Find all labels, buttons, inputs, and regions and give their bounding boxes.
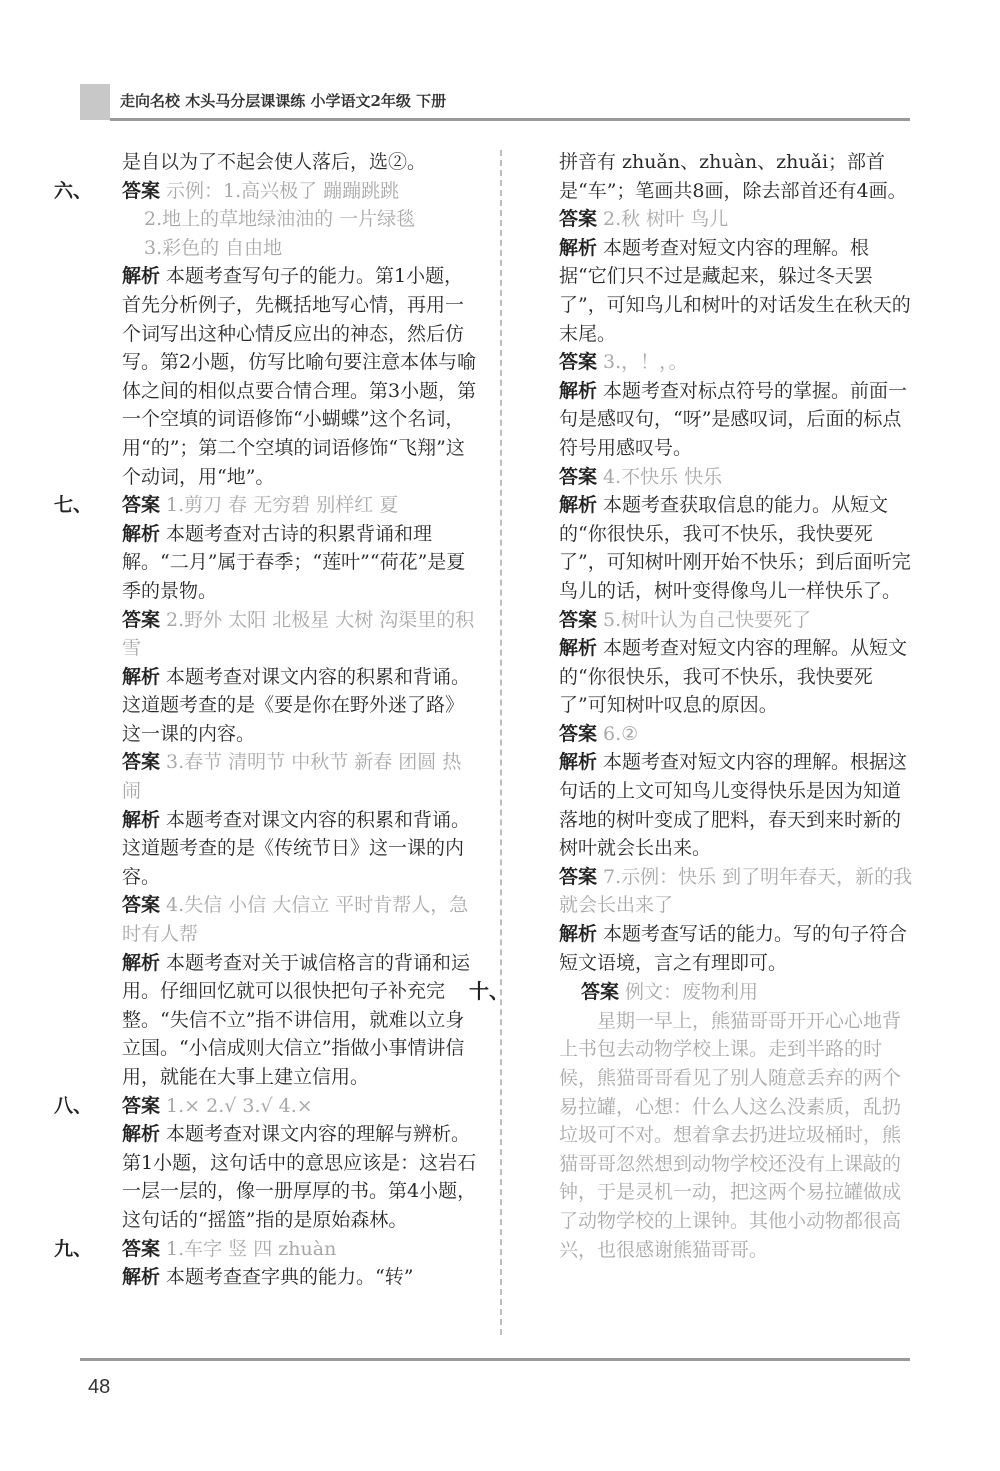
answer-label: 答案: [559, 608, 598, 631]
explanation-entry: [525, 491, 915, 605]
explanation-entry: [525, 634, 915, 720]
explanation-label: 解析: [122, 265, 161, 288]
answer-entry: [88, 748, 480, 805]
header-gray-block: [80, 84, 110, 120]
section-number: 八、: [54, 1094, 93, 1117]
answer-label: 答案: [559, 465, 598, 488]
answer-text: 4.不快乐 快乐: [603, 465, 723, 488]
answer-label: 答案: [122, 179, 161, 202]
explanation-label: 解析: [122, 951, 161, 974]
explanation-text: 本题考查对关于诚信格言的背诵和运用。仔细回忆就可以很快把句子补充完整。“失信不立”指不讲信用，就难以立身立国。“小信成则大信立”指做小事情讲信用，就能在大事上建立信用。: [122, 951, 471, 1088]
explanation-text: 本题考查对古诗的积累背诵和理解。“二月”属于春季；“莲叶”“荷花”是夏季的景物。: [122, 522, 466, 602]
continuation-text: 是自以为了不起会使人落后，选②。: [122, 151, 427, 173]
explanation-label: 解析: [559, 379, 598, 402]
left-column: [54, 148, 480, 1292]
answer-text: 例文：废物利用: [625, 981, 759, 1004]
answer-text: 1.车字 竖 四 zhuàn: [166, 1237, 337, 1260]
explanation-entry: [88, 262, 480, 491]
explanation-label: 解析: [122, 522, 161, 545]
explanation-text: 本题考查写句子的能力。第1小题，首先分析例子，先概括地写心情，再用一个词写出这种心情反应出的神态，然后仿写。第2小题，仿写比喻句要注意本体与喻体之间的相似点要合情合理。第3小题，第一个空填的词语修饰“小蝴蝶”这个名词，用“的”；第二个空填的词语修饰“飞翔”这个动词，用“地”。: [122, 265, 477, 488]
footer-rule: [80, 1358, 910, 1361]
explanation-entry: [88, 949, 480, 1092]
answer-label: 答案: [559, 722, 598, 745]
answer-subline: 2.地上的草地绿油油的 一片绿毯: [144, 208, 416, 231]
answer-text: 2.秋 树叶 鸟儿: [603, 208, 729, 231]
page-header: [80, 84, 910, 122]
answer-entry: [525, 720, 915, 749]
explanation-text: 本题考查对短文内容的理解。根据“它们只不过是藏起来，躲过冬天罢了”，可知鸟儿和树叶的对话发生在秋天的末尾。: [559, 236, 911, 345]
explanation-entry: [525, 377, 915, 463]
explanation-label: 解析: [122, 665, 161, 688]
answer-label: 答案: [122, 1094, 161, 1117]
explanation-entry: [88, 520, 480, 606]
explanation-entry: [525, 920, 915, 977]
explanation-text: 本题考查对短文内容的理解。从短文的“你很快乐，我可不快乐，我快要死了”可知树叶叹息的原因。: [559, 637, 908, 717]
answer-text: 3.春节 清明节 中秋节 新春 团圆 热闹: [122, 751, 462, 803]
answer-entry: [525, 348, 915, 377]
answer-text: 7.示例：快乐 到了明年春天，新的我就会长出来了: [559, 865, 913, 917]
answer-label: 答案: [122, 751, 161, 774]
answer-label: 答案: [122, 608, 161, 631]
answer-entry: [525, 463, 915, 492]
explanation-text: 本题考查对课文内容的理解与辨析。第1小题，这句话中的意思应该是：这岩石一层一层的，像一册厚厚的书。第4小题，这句话的“摇篮”指的是原始森林。: [122, 1123, 477, 1231]
explanation-entry: [88, 663, 480, 749]
explanation-text: 本题考查对短文内容的理解。根据这句话的上文可知鸟儿变得快乐是因为知道落地的树叶变成了肥料，春天到来时新的树叶就会长出来。: [559, 751, 908, 860]
explanation-label: 解析: [122, 1123, 161, 1146]
explanation-label: 解析: [122, 1266, 161, 1289]
answer-text: 3.，！，。: [603, 351, 688, 374]
answer-entry: [54, 1235, 480, 1264]
explanation-entry: [88, 1120, 480, 1234]
answer-label: 答案: [559, 351, 598, 374]
explanation-label: 解析: [559, 637, 598, 660]
explanation-entry: [525, 748, 915, 862]
answer-entry: [54, 177, 480, 206]
answer-label: 答案: [122, 894, 161, 917]
explanation-entry: [88, 806, 480, 892]
explanation-text: 本题考查对标点符号的掌握。前面一句是感叹句，“呀”是感叹词，后面的标点符号用感叹号。: [559, 379, 908, 459]
answer-label: 答案: [122, 1237, 161, 1260]
answer-entry: [525, 863, 915, 920]
answer-label: 答案: [559, 865, 598, 888]
answer-text: 5.树叶认为自己快要死了: [603, 608, 812, 631]
header-title: 走向名校 木头马分层课课练 小学语文2年级 下册: [120, 92, 447, 110]
explanation-entry: [525, 234, 915, 348]
page-number: 48: [88, 1376, 111, 1398]
essay-paragraph: 星期一早上，熊猫哥哥开开心心地背上书包去动物学校上课。走到半路的时候，熊猫哥哥看见了别人随意丢弃的两个易拉罐，心想：什么人这么没素质，乱扔垃圾可不对。想着拿去扔进垃圾桶时，熊猫哥哥忽然想到动物学校还没有上课敲的钟，于是灵机一动，把这两个易拉罐做成了动物学校的上课钟。其他小动物都很高兴，也很感谢熊猫哥哥。: [559, 1009, 902, 1261]
answer-text: 示例：1.高兴极了 蹦蹦跳跳: [166, 179, 400, 202]
explanation-text: 本题考查写话的能力。写的句子符合短文语境，言之有理即可。: [559, 923, 908, 974]
section-number: 六、: [54, 179, 93, 202]
explanation-label: 解析: [559, 751, 598, 774]
answer-entry: [54, 1092, 480, 1121]
answer-text: 4.失信 小信 大信立 平时肯帮人，急时有人帮: [122, 894, 469, 946]
continuation-text: 拼音有 zhuǎn、zhuàn、zhuǎi；部首是“车”；笔画共8画，除去部首还有4画。: [559, 151, 907, 202]
section-number: 九、: [54, 1237, 93, 1260]
section-number: 十、: [469, 979, 509, 1004]
answer-entry: [88, 891, 480, 948]
answer-label: 答案: [122, 494, 161, 517]
explanation-label: 解析: [559, 494, 598, 517]
header-rule: [110, 118, 910, 121]
explanation-text: 本题考查查字典的能力。“转”: [166, 1266, 414, 1289]
answer-entry: [54, 491, 480, 520]
answer-text: 1.剪刀 春 无穷碧 别样红 夏: [166, 494, 399, 517]
section-number: 七、: [54, 494, 93, 517]
answer-entry: [469, 977, 915, 1007]
explanation-label: 解析: [559, 923, 598, 946]
column-divider: [500, 150, 502, 1335]
answer-label: 答案: [581, 981, 620, 1004]
answer-entry: [525, 606, 915, 635]
answer-text: 1.× 2.√ 3.√ 4.×: [166, 1094, 313, 1117]
explanation-text: 本题考查对课文内容的积累和背诵。这道题考查的是《要是你在野外迷了路》这一课的内容。: [122, 665, 471, 745]
explanation-label: 解析: [559, 236, 598, 259]
explanation-text: 本题考查对课文内容的积累和背诵。这道题考查的是《传统节日》这一课的内容。: [122, 808, 471, 888]
answer-subline: 3.彩色的 自由地: [144, 236, 283, 259]
explanation-label: 解析: [122, 808, 161, 831]
explanation-entry: [88, 1263, 480, 1292]
answer-entry: [525, 205, 915, 234]
answer-label: 答案: [559, 208, 598, 231]
right-column: [469, 148, 915, 1264]
answer-entry: [88, 606, 480, 663]
explanation-text: 本题考查获取信息的能力。从短文的“你很快乐，我可不快乐，我快要死了”，可知树叶刚开始不快乐；到后面听完鸟儿的话，树叶变得像鸟儿一样快乐了。: [559, 494, 911, 602]
answer-text: 6.②: [603, 722, 639, 745]
answer-text: 2.野外 太阳 北极星 大树 沟渠里的积雪: [122, 608, 475, 660]
